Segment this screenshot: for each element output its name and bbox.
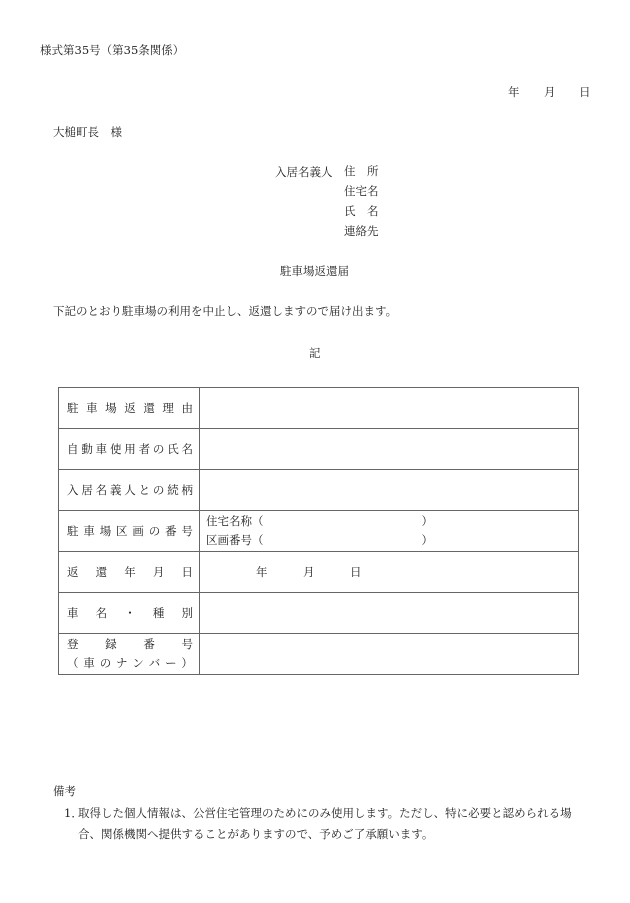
applicant-fields <box>344 164 379 244</box>
note-item: 1．取得した個人情報は、公営住宅管理のためにのみ使用します。ただし、特に必要と認められる場 合、関係機関へ提供することがありますので、予めご了承願います。 <box>64 806 572 841</box>
row-label-vehicle-user-name: 自 動 車 使 用 者 の 氏 名 <box>59 429 200 470</box>
vehicle-user-name-field[interactable] <box>200 429 579 470</box>
return-form-table <box>58 387 579 675</box>
parking-space-number-field[interactable] <box>200 511 579 552</box>
housing-name-line: 住宅名称（ ） <box>206 514 433 528</box>
addressee: 大槌町長 様 <box>53 125 122 139</box>
date-month-label: 月 <box>544 85 556 99</box>
return-reason-field[interactable] <box>200 388 579 429</box>
space-number-line: 区画番号（ ） <box>206 533 433 547</box>
intro-text: 下記のとおり駐車場の利用を中止し、返還しますので届け出ます。 <box>53 304 398 318</box>
document-title: 駐車場返還届 <box>280 264 349 278</box>
car-name-type-field[interactable] <box>200 593 579 634</box>
row-label-return-reason: 駐 車 場 返 還 理 由 <box>59 388 200 429</box>
applicant-housing-label: 住宅名 <box>344 184 379 198</box>
applicant-label: 入居名義人 <box>275 165 333 179</box>
table-row <box>59 634 579 675</box>
row-label-relationship: 入 居 名 義 人 と の 続 柄 <box>59 470 200 511</box>
table-row <box>59 511 579 552</box>
ki-heading: 記 <box>309 346 321 360</box>
row-label-parking-space-number: 駐 車 場 区 画 の 番 号 <box>59 511 200 552</box>
relationship-field[interactable] <box>200 470 579 511</box>
date-year-label: 年 <box>508 85 520 99</box>
table-row <box>59 552 579 593</box>
table-row <box>59 470 579 511</box>
table-row <box>59 593 579 634</box>
applicant-contact-label: 連絡先 <box>344 224 379 238</box>
notes-heading: 備考 <box>53 784 76 798</box>
date-day-label: 日 <box>579 85 591 99</box>
return-date-field[interactable]: 年 月 日 <box>200 552 579 593</box>
row-label-registration-number: 登 録 番 号 （ 車 の ナ ン バ ー ） <box>59 634 200 675</box>
row-label-return-date: 返 還 年 月 日 <box>59 552 200 593</box>
applicant-address-label: 住 所 <box>344 164 379 178</box>
row-label-car-name-type: 車 名 ・ 種 別 <box>59 593 200 634</box>
table-row <box>59 388 579 429</box>
form-number: 様式第35号（第35条関係） <box>40 43 185 57</box>
registration-number-field[interactable] <box>200 634 579 675</box>
table-row <box>59 429 579 470</box>
applicant-name-label: 氏 名 <box>344 204 379 218</box>
